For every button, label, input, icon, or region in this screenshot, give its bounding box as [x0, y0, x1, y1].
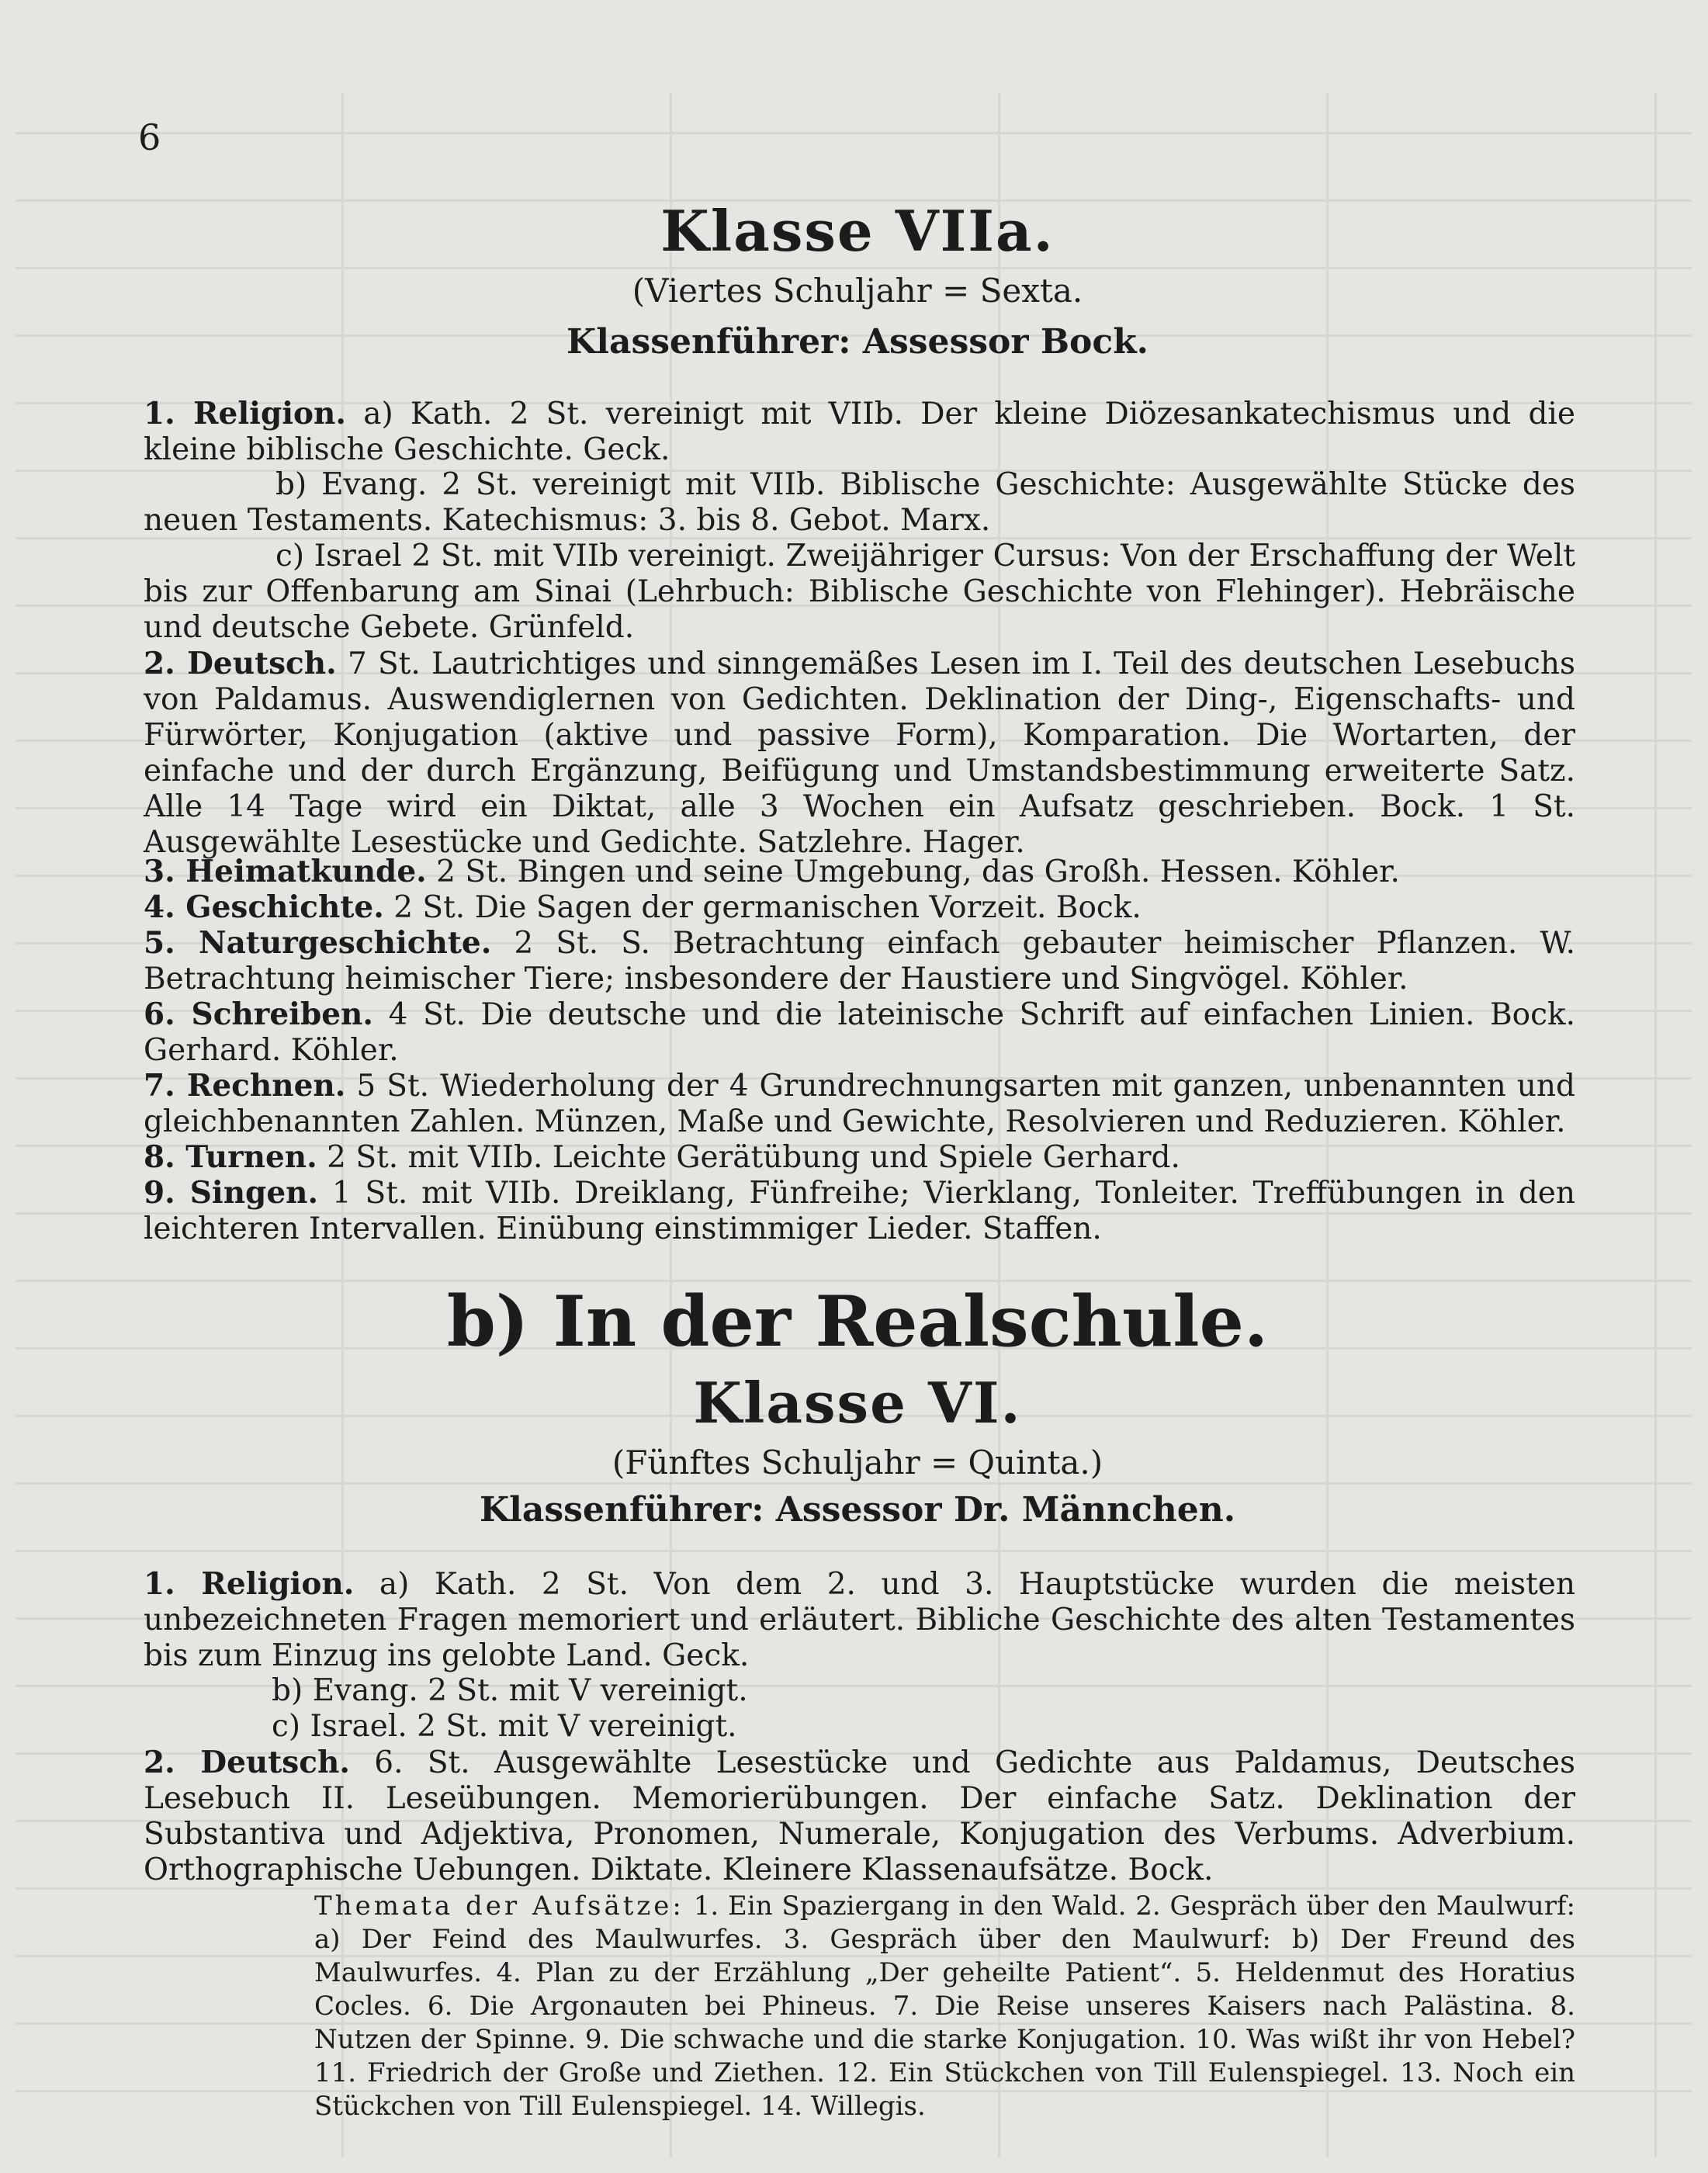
subject-text: 1 St. mit VIIb. Dreiklang, Fünfreihe; Vierklang, Tonleiter. Treffübungen in den leichteren Intervallen. Einübung einstimmiger Lieder. Staffen. [144, 1176, 1575, 1246]
subject-turnen [144, 1139, 1575, 1176]
subject-text: 7 St. Lautrichtiges und sinngemäßes Lesen im I. Teil des deutschen Lesebuchs von Paldamus. Auswendiglernen von Gedichten. Deklination der Ding-, Eigenschafts- und Fürwörter, Konjugation (aktive und passive Form), Komparation. Die Wortarten, der einfache und der durch Ergänzung, Beifügung und Umstandsbestimmung erweiterte Satz. Alle 14 Tage wird ein Diktat, alle 3 Wochen ein Aufsatz geschrieben. Bock. 1 St. Ausgewählte Lesestücke und Gedichte. Satzlehre. Hager. [144, 646, 1575, 860]
subject-heading: 1. Religion. [144, 1566, 355, 1602]
subject-geschichte [144, 889, 1575, 926]
subject-text: 5 St. Wiederholung der 4 Grundrechnungsarten mit ganzen, unbenannten und gleichbenannten Zahlen. Münzen, Maße und Gewichte, Resolvieren und Reduzieren. Köhler. [144, 1069, 1575, 1139]
subject-text: c) Israel. 2 St. mit V vereinigt. [272, 1709, 737, 1744]
subject-religion-kath [144, 396, 1575, 468]
subject-text: 6. St. Ausgewählte Lesestücke und Gedichte aus Paldamus, Deutsches Lesebuch II. Leseübungen. Memorierübungen. Der einfache Satz. Deklination der Substantiva und Adjektiva, Pronomen, Numerale, Konjugation des Verbums. Adverbium. Orthographische Uebungen. Diktate. Kleinere Klassenaufsätze. Bock. [144, 1745, 1575, 1887]
class-heading-viia: Klasse VIIa. [660, 198, 1055, 264]
subject-heading: 9. Singen. [144, 1175, 319, 1211]
subject-naturgeschichte [144, 925, 1575, 997]
subject-text: b) Evang. 2 St. vereinigt mit VIIb. Biblische Geschichte: Ausgewählte Stücke des neuen Testaments. Katechismus: 3. bis 8. Gebot. Marx. [144, 467, 1575, 538]
subject-heading: 7. Rechnen. [144, 1068, 346, 1104]
class-leader-vi: Klassenführer: Assessor Dr. Männchen. [479, 1490, 1236, 1530]
essay-topics-label: Themata der Aufsätze: [314, 1891, 684, 1922]
subject-heimatkunde [144, 854, 1575, 890]
subject-text: a) Kath. 2 St. vereinigt mit VIIb. Der kleine Diözesankatechismus und die kleine biblische Geschichte. Geck. [144, 397, 1575, 467]
subject-singen [144, 1175, 1575, 1247]
subject-rechnen [144, 1068, 1575, 1140]
subject-deutsch-vi [144, 1745, 1575, 1888]
subject-text: 2 St. S. Betrachtung einfach gebauter heimischer Pflanzen. W. Betrachtung heimischer Tiere; insbesondere der Haustiere und Singvögel. Köhler. [144, 926, 1576, 996]
subject-heading: 4. Geschichte. [144, 889, 384, 925]
subject-heading: 2. Deutsch. [144, 646, 337, 681]
subject-text: 2 St. mit VIIb. Leichte Gerätübung und Spiele Gerhard. [327, 1140, 1180, 1175]
class-subtitle-viia: (Viertes Schuljahr = Sexta. [632, 272, 1083, 310]
subject-religion-israel-vi [144, 1709, 1575, 1745]
subject-religion-evang [144, 467, 1575, 539]
subject-religion-israel [144, 539, 1575, 646]
subject-text: a) Kath. 2 St. Von dem 2. und 3. Hauptstücke wurden die meisten unbezeichneten Fragen memoriert und erläutert. Bibliche Geschichte des alten Testamentes bis zum Einzug ins gelobte Land. Geck. [144, 1567, 1575, 1673]
class-heading-vi: Klasse VI. [693, 1370, 1022, 1436]
subject-heading: 1. Religion. [144, 396, 346, 431]
subject-text: 2 St. Bingen und seine Umgebung, das Großh. Hessen. Köhler. [436, 854, 1400, 889]
subject-text: 2 St. Die Sagen der germanischen Vorzeit. Bock. [393, 890, 1142, 925]
essay-topics-text: 1. Ein Spaziergang in den Wald. 2. Gespräch über den Maulwurf: a) Der Feind des Maulwurfes. 3. Gespräch über den Maulwurf: b) Der Freund des Maulwurfes. 4. Plan zu der Erzählung „Der geheilte Patient“. 5. Heldenmut des Horatius Cocles. 6. Die Argonauten bei Phineus. 7. Die Reise unseres Kaisers nach Palästina. 8. Nutzen der Spinne. 9. Die schwache und die starke Konjugation. 10. Was wißt ihr von Hebel? 11. Friedrich der Große und Ziethen. 12. Ein Stückchen von Till Eulenspiegel. 13. Noch ein Stückchen von Till Eulenspiegel. 14. Willegis. [314, 1891, 1575, 2122]
subject-heading: 5. Naturgeschichte. [144, 925, 492, 961]
subject-text: 4 St. Die deutsche und die lateinische Schrift auf einfachen Linien. Bock. Gerhard. Köhler. [144, 997, 1575, 1068]
subject-schreiben [144, 996, 1575, 1069]
subject-heading: 3. Heimatkunde. [144, 854, 427, 889]
page-number: 6 [138, 116, 161, 158]
subject-text: c) Israel 2 St. mit VIIb vereinigt. Zweijähriger Cursus: Von der Erschaffung der Welt bis zur Offenbarung am Sinai (Lehrbuch: Biblische Geschichte von Flehinger). Hebräische und deutsche Gebete. Grünfeld. [144, 539, 1575, 645]
class-subtitle-vi: (Fünftes Schuljahr = Quinta.) [611, 1443, 1103, 1482]
subject-deutsch [144, 646, 1575, 861]
class-leader-viia: Klassenführer: Assessor Bock. [566, 322, 1149, 362]
subject-heading: 8. Turnen. [144, 1139, 317, 1175]
subject-religion-evang-vi [144, 1673, 1575, 1709]
subject-heading: 2. Deutsch. [144, 1745, 350, 1780]
subject-heading: 6. Schreiben. [144, 996, 373, 1032]
subject-text: b) Evang. 2 St. mit V vereinigt. [272, 1673, 748, 1708]
section-heading-realschule: b) In der Realschule. [446, 1281, 1269, 1363]
subject-religion-kath-vi [144, 1566, 1575, 1674]
essay-topics [314, 1890, 1575, 2123]
